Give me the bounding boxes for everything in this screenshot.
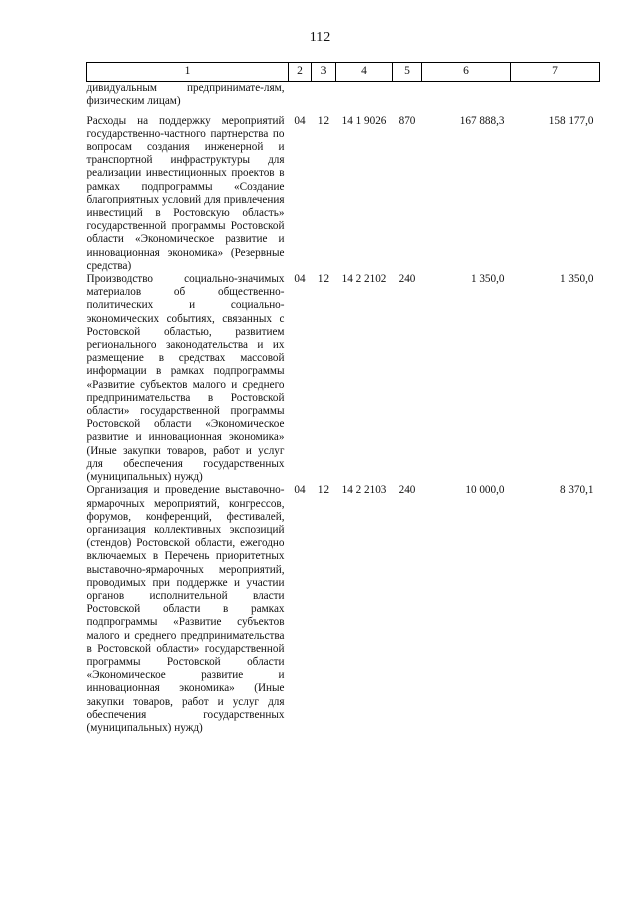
table-row bbox=[87, 115, 600, 273]
expense-type-code: 240 bbox=[398, 273, 416, 286]
subsection-code: 12 bbox=[317, 114, 330, 127]
subsection-code: 12 bbox=[317, 273, 330, 286]
budget-table bbox=[86, 62, 600, 735]
actual-amount: 158 177,0 bbox=[548, 114, 594, 127]
column-header: 4 bbox=[336, 63, 393, 82]
actual-amount: 1 350,0 bbox=[559, 273, 594, 286]
planned-amount: 1 350,0 bbox=[470, 273, 505, 286]
target-article-code: 14 2 2103 bbox=[341, 484, 387, 497]
expense-type-code: 240 bbox=[398, 484, 416, 497]
page-number: 112 bbox=[309, 30, 331, 45]
subsection-code: 12 bbox=[317, 484, 330, 497]
section-code: 04 bbox=[294, 484, 306, 497]
column-header: 7 bbox=[511, 63, 600, 82]
row-description: Производство социально-значимых материалов об общественно-политических и социально-экономических событиях, связанных с Ростовской областью, развитием регионального законодательства и их размещение в средствах массовой информации в рамках подпрограммы «Развитие субъектов малого и среднего предпринимательства в Ростовской области» государственной программы Ростовской области «Экономическое развитие и инновационная экономика» (Иные закупки товаров, работ и услуг для обеспечения государственных (муниципальных) нужд) bbox=[86, 273, 285, 484]
continuation-row bbox=[87, 82, 600, 115]
header-row bbox=[87, 63, 600, 82]
table-row bbox=[87, 273, 600, 484]
section-code: 04 bbox=[294, 273, 306, 286]
target-article-code: 14 2 2102 bbox=[341, 273, 387, 286]
column-header: 1 bbox=[87, 63, 289, 82]
row-description: дивидуальным предпринимате-лям, физическим лицам) bbox=[86, 82, 285, 108]
row-description: Расходы на поддержку мероприятий государственно-частного партнерства по вопросам создания инженерной и транспортной инфраструктуры для реализации инвестиционных проектов в рамках подпрограммы «Создание благоприятных условий для привлечения инвестиций в Ростовскую область» государственной программы Ростовской области «Экономическое развитие и инновационная экономика» (Резервные средства) bbox=[86, 114, 285, 272]
column-header: 5 bbox=[393, 63, 422, 82]
planned-amount: 10 000,0 bbox=[465, 484, 505, 497]
column-header: 3 bbox=[312, 63, 336, 82]
row-description: Организация и проведение выставочно-ярмарочных мероприятий, конгрессов, форумов, конференций, фестивалей, организация коллективных экспозиций (стендов) Ростовской области, ежегодно включаемых в Перечень приоритетных выставочно-ярмарочных мероприятий, проводимых при поддержке и участии органов исполнительной власти Ростовской области в рамках подпрограммы «Развитие субъектов малого и среднего предпринимательства в Ростовской области» государственной программы Ростовской области «Экономическое развитие и инновационная экономика» (Иные закупки товаров, работ и услуг для обеспечения государственных (муниципальных) нужд) bbox=[86, 484, 285, 734]
column-header: 2 bbox=[289, 63, 312, 82]
expense-type-code: 870 bbox=[398, 114, 416, 127]
section-code: 04 bbox=[294, 114, 306, 127]
table-row bbox=[87, 484, 600, 735]
column-header: 6 bbox=[422, 63, 511, 82]
actual-amount: 8 370,1 bbox=[559, 484, 594, 497]
target-article-code: 14 1 9026 bbox=[341, 114, 387, 127]
planned-amount: 167 888,3 bbox=[459, 114, 505, 127]
